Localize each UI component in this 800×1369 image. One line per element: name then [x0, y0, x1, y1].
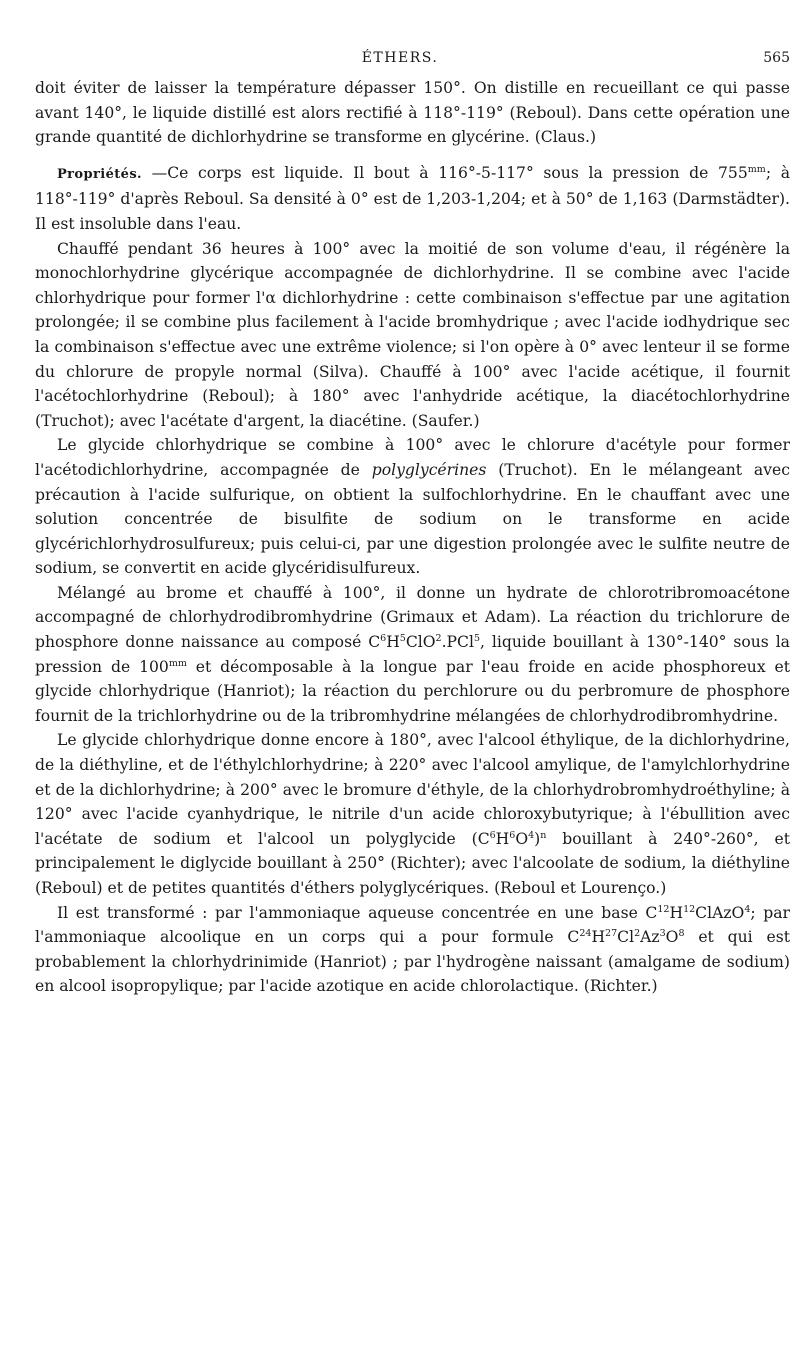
emphasis-polyglycerines: polyglycérines [371, 460, 487, 479]
paragraph-brome: Mélangé au brome et chauffé à 100°, il donne un hydrate de chlorotribromoacétone accompagné de chlorhydrodibromhydrine (Grimaux et Adam). La réaction du trichlorure de phosphore donne naissance au composé $C^6H^5ClO^2.PCl^5$, liquide bouillant à 130°-140° sous la pression de $100^{mm}$ et décomposable à la longue par l'eau froide en acide phosphoreux et glycide chlorhydrique (Hanriot); la réaction du perchlorure ou du perbromure de phosphore fournit de la trichlorhydrine ou de la tribromhydrine mélangées de chlorhydrodibromhydrine. [35, 583, 790, 725]
section-lead-proprietes: Propriétés. [57, 166, 142, 182]
paragraph-alcools: Le glycide chlorhydrique donne encore à 180°, avec l'alcool éthylique, de la dichlorhydrine, de la diéthyline, et de l'éthylchlorhydrine; à 220° avec l'alcool amylique, de l'amylchlorhydrine et de la dichlorhydrine; à 200° avec le bromure d'éthyle, de la chlorhydrobromhydroéthyline; à 120° avec l'acide cyanhydrique, le nitrile d'un acide chloroxybutyrique; à l'ébullition avec l'acétate de sodium et l'alcool un polyglycide $(C^6H^6O^4)^n$ bouillant à 240°-260°, et principalement le diglycide bouillant à 250° (Richter); avec l'alcoolate de sodium, la diéthyline (Reboul) et de petites quantités d'éthers polyglycériques. (Reboul et Lourenço.) [35, 731, 790, 897]
body-text [35, 76, 790, 999]
running-header [0, 50, 800, 74]
paragraph-glycide-acetyle: Le glycide chlorhydrique se combine à 100° avec le chlorure d'acétyle pour former l'acétodichlorhydrine, accompagnée de polyglycérines (Truchot). En le mélangeant avec précaution à l'acide sulfurique, on obtient la sulfochlorhydrine. En le chauffant avec une solution concentrée de bisulfite de sodium on le transforme en acide glycérichlorhydrosulfureux; puis celui-ci, par une digestion prolongée avec le sulfite neutre de sodium, se convertit en acide glycéridisulfureux. [35, 436, 790, 578]
paragraph-transformations: Il est transformé : par l'ammoniaque aqueuse concentrée en une base $C^{12}H^{12}ClAzO^4$; par l'ammoniaque alcoolique en un corps qui a pour formule $C^{24}H^{27}Cl^2Az^3O^8$ et qui est probablement la chlorhydrinimide (Hanriot) ; par l'hydrogène naissant (amalgame de sodium) en alcool isopropylique; par l'acide azotique en acide chlorolactique. (Richter.) [35, 903, 790, 996]
page-number: 565 [763, 50, 790, 66]
paragraph-distillation: doit éviter de laisser la température dépasser 150°. On distille en recueillant ce qui passe avant 140°, le liquide distillé est alors rectifié à 118°-119° (Reboul). Dans cette opération une grande quantité de dichlorhydrine se transforme en glycérine. (Claus.) [35, 79, 790, 147]
paragraph-chauffe: Chauffé pendant 36 heures à 100° avec la moitié de son volume d'eau, il régénère la monochlorhydrine glycérique accompagnée de dichlorhydrine. Il se combine avec l'acide chlorhydrique pour former l'α dichlorhydrine : cette combinaison s'effectue par une agitation prolongée; il se combine plus facilement à l'acide bromhydrique ; avec l'acide iodhydrique sec la combinaison s'effectue avec une extrême violence; si l'on opère à 0° avec lenteur il se forme du chlorure de propyle normal (Silva). Chauffé à 100° avec l'acide acétique, il fournit l'acétochlorhydrine (Reboul); à 180° avec l'anhydride acétique, la diacétochlorhydrine (Truchot); avec l'acétate d'argent, la diacétine. (Saufer.) [35, 239, 790, 430]
paragraph-proprietes: Propriétés. —Ce corps est liquide. Il bout à 116°-5-117° sous la pression de $755^{mm}$; à 118°-119° d'après Reboul. Sa densité à 0° est de 1,203-1,204; et à 50° de 1,163 (Darmstädter). Il est insoluble dans l'eau. [35, 163, 791, 233]
running-title: ÉTHERS. [361, 50, 439, 66]
